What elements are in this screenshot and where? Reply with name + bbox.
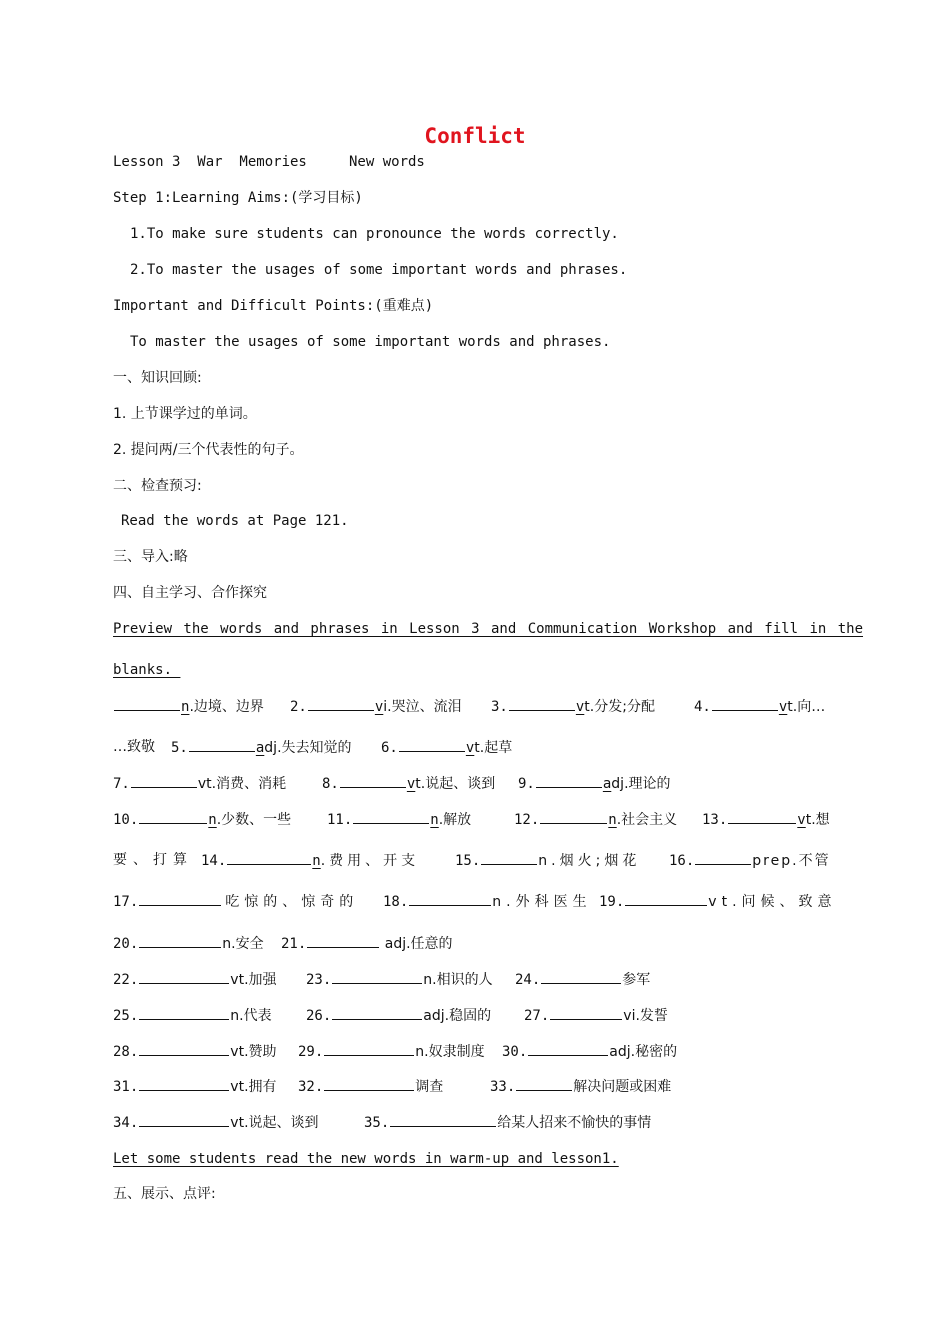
word-gloss: n.奴隶制度: [415, 1044, 485, 1060]
exercise-item-20: [113, 933, 264, 954]
word-gloss: n.代表: [230, 1008, 272, 1024]
exercise-item-15: [455, 850, 640, 871]
aims-heading: Step 1:Learning Aims:(学习目标): [113, 190, 363, 206]
word-class: n: [608, 812, 617, 828]
word-gloss: dj.失去知觉的: [264, 740, 352, 756]
exercise-number: 19.: [599, 894, 625, 910]
word-gloss: vt.问候、致意: [708, 894, 837, 910]
instruction-line-2: blanks.: [113, 662, 181, 678]
answer-blank[interactable]: [308, 696, 374, 711]
exercise-item-27: [524, 1005, 668, 1026]
page-title: Conflict: [424, 124, 526, 148]
exercise-number: 31.: [113, 1079, 139, 1095]
word-gloss: n.相识的人: [423, 972, 493, 988]
exercise-item-35: [364, 1112, 651, 1133]
answer-blank[interactable]: [728, 809, 796, 824]
answer-blank[interactable]: [712, 696, 778, 711]
answer-blank[interactable]: [536, 773, 602, 788]
word-gloss: n.安全: [222, 936, 264, 952]
answer-blank[interactable]: [227, 850, 311, 865]
word-gloss: adj.稳固的: [423, 1008, 492, 1024]
answer-blank[interactable]: [307, 933, 379, 948]
exercise-item-17: [113, 891, 358, 912]
answer-blank[interactable]: [139, 809, 207, 824]
word-gloss: 给某人招来不愉快的事情: [497, 1115, 652, 1131]
exercise-number: 30.: [502, 1044, 528, 1060]
exercise-number: 29.: [298, 1044, 324, 1060]
word-gloss: .社会主义: [616, 812, 678, 828]
word-class: n: [312, 853, 321, 869]
word-gloss: t.起草: [474, 740, 513, 756]
word-gloss: n.烟火;烟花: [538, 853, 641, 869]
answer-blank[interactable]: [139, 1005, 229, 1020]
word-class: a: [602, 776, 612, 792]
exercise-item-11: [327, 809, 471, 830]
closing-instruction: Let some students read the new words in warm-up and lesson1.: [113, 1151, 619, 1167]
word-class: v: [797, 812, 806, 828]
word-class: v: [406, 776, 416, 792]
word-gloss: 吃惊的、惊奇的: [225, 894, 359, 910]
answer-blank[interactable]: [509, 696, 575, 711]
word-gloss: vi.发誓: [623, 1008, 668, 1024]
lesson-header: Lesson 3 War Memories New words: [113, 154, 425, 170]
word-gloss: .解放: [438, 812, 472, 828]
answer-blank[interactable]: [540, 809, 607, 824]
exercise-item-18: [383, 891, 592, 912]
answer-blank[interactable]: [139, 933, 221, 948]
word-class: v: [374, 699, 384, 715]
answer-blank[interactable]: [139, 969, 229, 984]
exercise-item-33: [490, 1076, 671, 1097]
word-class: v: [465, 740, 475, 756]
exercise-item-28: [113, 1041, 277, 1062]
exercise-item-12: [514, 809, 677, 830]
exercise-number: 7.: [113, 776, 130, 792]
exercise-number: 35.: [364, 1115, 390, 1131]
exercise-item-16: [669, 850, 831, 871]
exercise-item-13-cont: [113, 850, 193, 870]
word-gloss: 解决问题或困难: [573, 1079, 672, 1095]
word-gloss: prep.不管: [752, 853, 831, 869]
exercise-number: 9.: [518, 776, 535, 792]
exercise-item-24: [515, 969, 650, 990]
word-gloss: vt.加强: [230, 972, 277, 988]
exercise-item-10: [113, 809, 291, 830]
answer-blank[interactable]: [481, 850, 537, 865]
answer-blank[interactable]: [516, 1076, 572, 1091]
answer-blank[interactable]: [332, 1005, 422, 1020]
word-gloss: .费用、开支: [320, 853, 420, 869]
answer-blank[interactable]: [139, 1041, 229, 1056]
word-gloss: t.分发;分配: [584, 699, 655, 715]
word-gloss: vt.说起、谈到: [230, 1115, 319, 1131]
exercise-number: 26.: [306, 1008, 332, 1024]
exercise-item-21: [281, 933, 453, 954]
review-item-1: 1. 上节课学过的单词。: [113, 406, 257, 422]
word-gloss: adj.秘密的: [609, 1044, 678, 1060]
exercise-number: 28.: [113, 1044, 139, 1060]
answer-blank[interactable]: [399, 737, 465, 752]
answer-blank[interactable]: [324, 1076, 414, 1091]
exercise-number: 17.: [113, 894, 139, 910]
answer-blank[interactable]: [332, 969, 422, 984]
exercise-number: 33.: [490, 1079, 516, 1095]
exercise-number: 2.: [290, 699, 307, 715]
aim-item-1: 1.To make sure students can pronounce the words correctly.: [130, 226, 619, 242]
exercise-item-7: [113, 773, 286, 794]
word-gloss: t.想: [805, 812, 830, 828]
exercise-item-8: [322, 773, 495, 794]
exercise-number: 14.: [201, 853, 227, 869]
exercise-item-26: [306, 1005, 491, 1026]
aim-item-2: 2.To master the usages of some important words and phrases.: [130, 262, 628, 278]
exercise-number: 21.: [281, 936, 307, 952]
answer-blank[interactable]: [131, 773, 197, 788]
exercise-item-29: [298, 1041, 485, 1062]
display-heading: 五、展示、点评:: [113, 1186, 216, 1202]
word-gloss: 调查: [415, 1079, 444, 1095]
exercise-number: 8.: [322, 776, 339, 792]
exercise-item-6: [381, 737, 512, 758]
answer-blank[interactable]: [550, 1005, 622, 1020]
word-gloss: t.向…: [787, 699, 826, 715]
word-gloss: t.说起、谈到: [415, 776, 496, 792]
word-gloss: vt.消费、消耗: [197, 776, 287, 792]
answer-blank[interactable]: [695, 850, 751, 865]
answer-blank[interactable]: [340, 773, 406, 788]
exercise-item-4-cont: [113, 737, 155, 757]
points-text: To master the usages of some important words and phrases.: [130, 334, 611, 350]
instruction-line-1: Preview the words and phrases in Lesson 3 and Communication Workshop and fill in the: [113, 621, 864, 637]
word-class: n: [208, 812, 217, 828]
answer-blank[interactable]: [189, 737, 255, 752]
points-heading: Important and Difficult Points:(重难点): [113, 298, 434, 314]
exercise-number: 20.: [113, 936, 139, 952]
word-class: n: [430, 812, 439, 828]
exercise-number: 27.: [524, 1008, 550, 1024]
exercise-item-13: [702, 809, 830, 830]
exercise-number: 18.: [383, 894, 409, 910]
answer-blank[interactable]: [409, 891, 491, 906]
exercise-item-9: [518, 773, 671, 794]
word-gloss: .边境、边界: [189, 699, 264, 715]
exercise-item-23: [306, 969, 493, 990]
exercise-item-31: [113, 1076, 277, 1097]
exercise-item-1: [113, 696, 264, 717]
exercise-number: 23.: [306, 972, 332, 988]
answer-blank[interactable]: [528, 1041, 608, 1056]
word-gloss: i.哭泣、流泪: [383, 699, 462, 715]
word-class: v: [575, 699, 585, 715]
check-text: Read the words at Page 121.: [121, 513, 349, 529]
word-gloss: .少数、一些: [216, 812, 292, 828]
answer-blank[interactable]: [139, 891, 221, 906]
exercise-number: 15.: [455, 853, 481, 869]
word-class: v: [778, 699, 788, 715]
answer-blank[interactable]: [139, 1076, 229, 1091]
exercise-number: 11.: [327, 812, 353, 828]
intro-heading: 三、导入:略: [113, 549, 188, 565]
review-item-2: 2. 提问两/三个代表性的句子。: [113, 442, 304, 458]
answer-blank[interactable]: [139, 1112, 229, 1127]
exercise-item-14: [201, 850, 419, 871]
check-heading: 二、检查预习:: [113, 478, 202, 494]
exercise-item-25: [113, 1005, 272, 1026]
word-gloss: 参军: [622, 972, 651, 988]
exercise-number: 22.: [113, 972, 139, 988]
exercise-number: 3.: [491, 699, 508, 715]
exercise-number: 13.: [702, 812, 728, 828]
word-gloss: vt.赞助: [230, 1044, 277, 1060]
exercise-item-5: [171, 737, 352, 758]
answer-blank[interactable]: [390, 1112, 496, 1127]
exercise-number: 24.: [515, 972, 541, 988]
word-class: a: [255, 740, 265, 756]
exercise-item-32: [298, 1076, 443, 1097]
exercise-number: 6.: [381, 740, 398, 756]
answer-blank[interactable]: [541, 969, 621, 984]
word-gloss: dj.理论的: [611, 776, 671, 792]
exercise-number: 4.: [694, 699, 711, 715]
exercise-number: 25.: [113, 1008, 139, 1024]
exercise-item-22: [113, 969, 277, 990]
exercise-item-34: [113, 1112, 319, 1133]
exercise-number: 34.: [113, 1115, 139, 1131]
exercise-item-3: [491, 696, 655, 717]
exercise-number: 16.: [669, 853, 695, 869]
word-gloss: vt.拥有: [230, 1079, 277, 1095]
exercise-number: 5.: [171, 740, 188, 756]
answer-blank[interactable]: [353, 809, 429, 824]
word-gloss: adj.任意的: [380, 936, 453, 952]
exercise-item-30: [502, 1041, 677, 1062]
word-class: n: [181, 699, 190, 715]
word-gloss: 要、打算: [113, 852, 193, 868]
answer-blank[interactable]: [114, 696, 180, 711]
exercise-item-4: [694, 696, 825, 717]
exercise-number: 12.: [514, 812, 540, 828]
review-heading: 一、知识回顾:: [113, 370, 202, 386]
exercise-item-19: [599, 891, 837, 912]
answer-blank[interactable]: [625, 891, 707, 906]
exercise-item-2: [290, 696, 462, 717]
answer-blank[interactable]: [324, 1041, 414, 1056]
word-gloss: …致敬: [113, 739, 155, 755]
self-study-heading: 四、自主学习、合作探究: [113, 585, 267, 601]
exercise-number: 10.: [113, 812, 139, 828]
exercise-number: 32.: [298, 1079, 324, 1095]
word-gloss: n.外科医生: [492, 894, 592, 910]
